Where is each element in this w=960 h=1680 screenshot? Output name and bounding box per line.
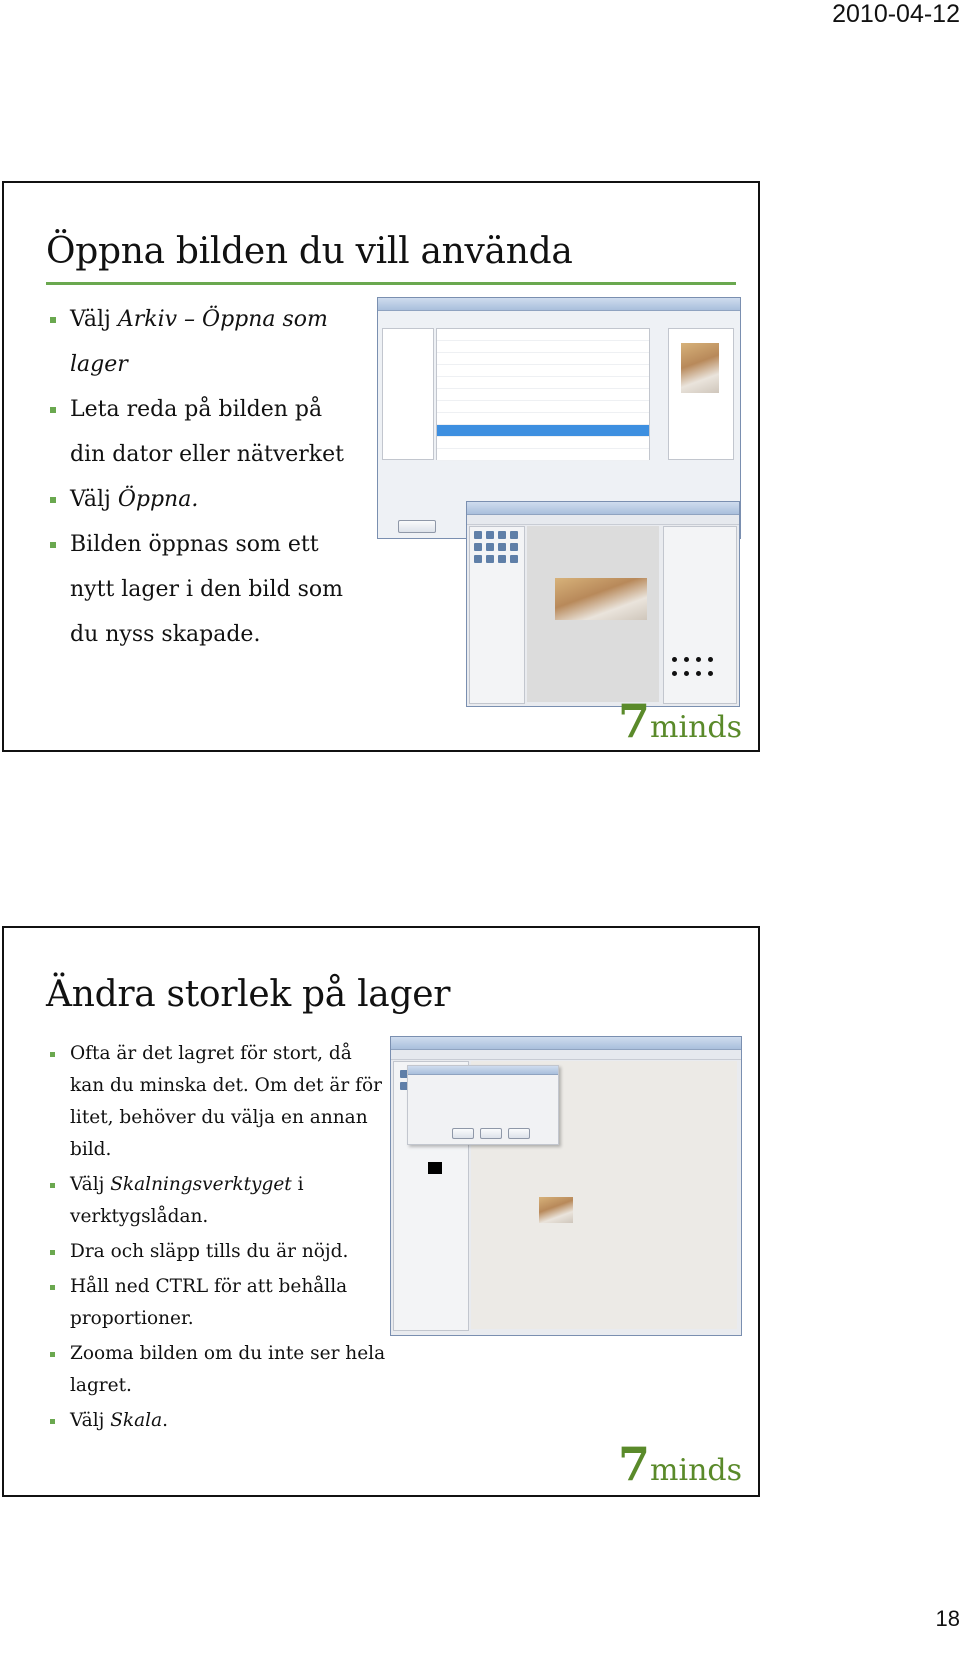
header-date: 2010-04-12 xyxy=(832,0,960,28)
layers-brushes-panel xyxy=(663,526,737,704)
slide-title: Ändra storlek på lager xyxy=(46,974,451,1015)
screenshot-scale-tool xyxy=(390,1036,742,1336)
image-canvas xyxy=(527,526,659,702)
scale-dialog xyxy=(407,1065,559,1145)
company-logo: 7minds xyxy=(618,694,742,748)
bullet-list xyxy=(46,297,364,657)
company-logo: 7minds xyxy=(618,1437,742,1491)
preview-thumbnail xyxy=(681,343,719,393)
bullet-item: Zooma bilden om du inte ser hela lagret. xyxy=(46,1338,388,1402)
scaled-layer-image xyxy=(539,1197,573,1223)
dialog-titlebar xyxy=(378,298,740,311)
bullet-item: Håll ned CTRL för att behålla proportioner. xyxy=(46,1271,388,1335)
slide-resize-layer xyxy=(2,926,760,1497)
title-rule xyxy=(46,282,736,285)
screenshot-gimp-window xyxy=(466,501,740,707)
bullet-item: Dra och släpp tills du är nöjd. xyxy=(46,1236,388,1268)
slide-open-image xyxy=(2,181,760,752)
cancel-button[interactable] xyxy=(508,1128,530,1139)
open-button[interactable] xyxy=(398,520,436,533)
bullet-item: Välj Arkiv – Öppna som lager xyxy=(46,297,364,387)
bullet-item: Välj Skalningsverktyget i verktygslådan. xyxy=(46,1169,388,1233)
bullet-item: Leta reda på bilden på din dator eller nätverket xyxy=(46,387,364,477)
reset-button[interactable] xyxy=(452,1128,474,1139)
bullet-list xyxy=(46,1038,388,1440)
bullet-item: Bilden öppnas som ett nytt lager i den bild som du nyss skapade. xyxy=(46,522,364,657)
slide-title: Öppna bilden du vill använda xyxy=(46,231,573,272)
bullet-item: Ofta är det lagret för stort, då kan du minska det. Om det är för litet, behöver du välja en annan bild. xyxy=(46,1038,388,1166)
page-number: 18 xyxy=(935,1606,960,1631)
file-list xyxy=(436,328,650,460)
preview-panel xyxy=(668,328,734,460)
toolbox-panel xyxy=(469,526,525,704)
bullet-item: Välj Öppna. xyxy=(46,477,364,522)
scale-button[interactable] xyxy=(480,1128,502,1139)
bullet-item: Välj Skala. xyxy=(46,1405,388,1437)
opened-layer-image xyxy=(555,578,647,620)
places-panel xyxy=(382,328,434,460)
